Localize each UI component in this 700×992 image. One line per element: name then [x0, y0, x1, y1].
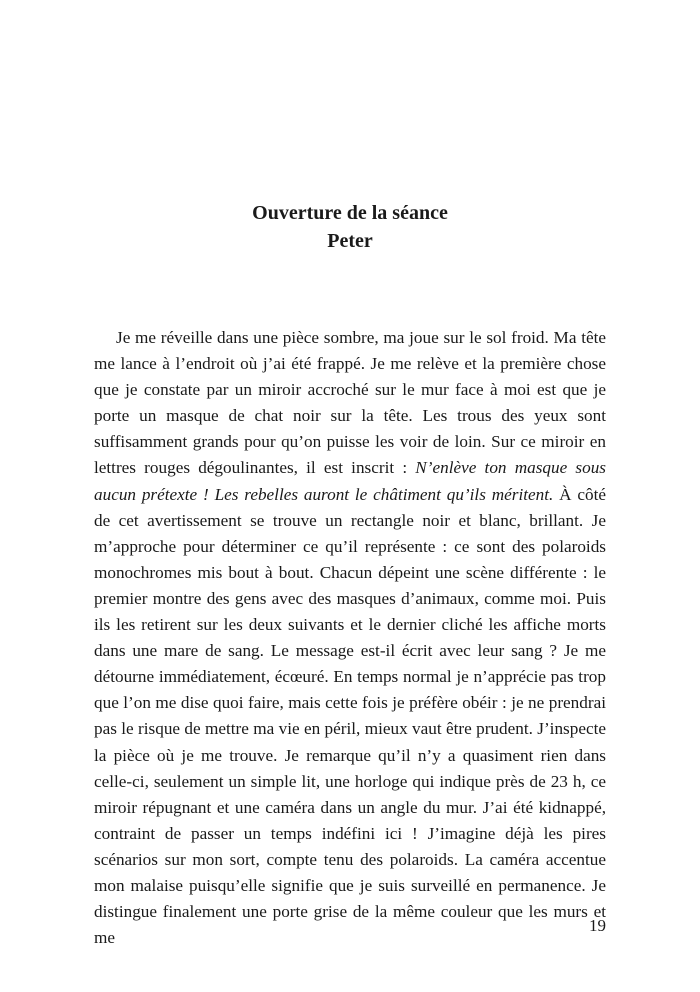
mirror-inscription: N’enlève ton masque sous aucun prétexte ! Les rebelles auront le châtiment qu’ils méritent.	[94, 458, 606, 504]
body-text-part-2: À côté de cet avertissement se trouve un rectangle noir et blanc, brillant. Je m’approche pour déterminer ce qu’il représente : ce sont des polaroids monochromes mis bout à bout. Chacun dépeint une scène différente : le premier montre des gens avec des masques d’animaux, comme moi. Puis ils les retirent sur les deux suivants et le dernier cliché les affiche morts dans une mare de sang. Le message est-il écrit avec leur sang ? Je me détourne immédiatement, écœuré. En temps normal je n’apprécie pas trop que l’on me dise quoi faire, mais cette fois je préfère obéir : je ne prendrai pas le risque de mettre ma vie en péril, mieux vaut être prudent. J’inspecte la pièce où je me trouve. Je remarque qu’il n’y a quasiment rien dans celle-ci, seulement un simple lit, une horloge qui indique près de 23 h, ce miroir répugnant et une caméra dans un angle du mur. J’ai été kidnappé, contraint de passer un temps indéfini ici ! J’imagine déjà les pires scénarios sur mon sort, compte tenu des polaroids. La caméra accentue mon malaise puisqu’elle signifie que je suis surveillé en permanence. Je distingue finalement une porte grise de la même couleur que les murs et me	[94, 484, 606, 948]
chapter-heading	[0, 199, 700, 255]
body-text-part-1: Je me réveille dans une pièce sombre, ma joue sur le sol froid. Ma tête me lance à l’endroit où j’ai été frappé. Je me relève et la première chose que je constate par un miroir accroché sur le mur face à moi est que je porte un masque de chat noir sur la tête. Les trous des yeux sont suffisamment grands pour qu’on puisse les voir de loin. Sur ce miroir en lettres rouges dégoulinantes, il est inscrit :	[94, 328, 606, 478]
page-number: 19	[589, 916, 606, 935]
body-paragraph	[94, 325, 606, 951]
narrator-name: Peter	[327, 230, 373, 252]
chapter-title: Ouverture de la séance	[252, 202, 448, 224]
